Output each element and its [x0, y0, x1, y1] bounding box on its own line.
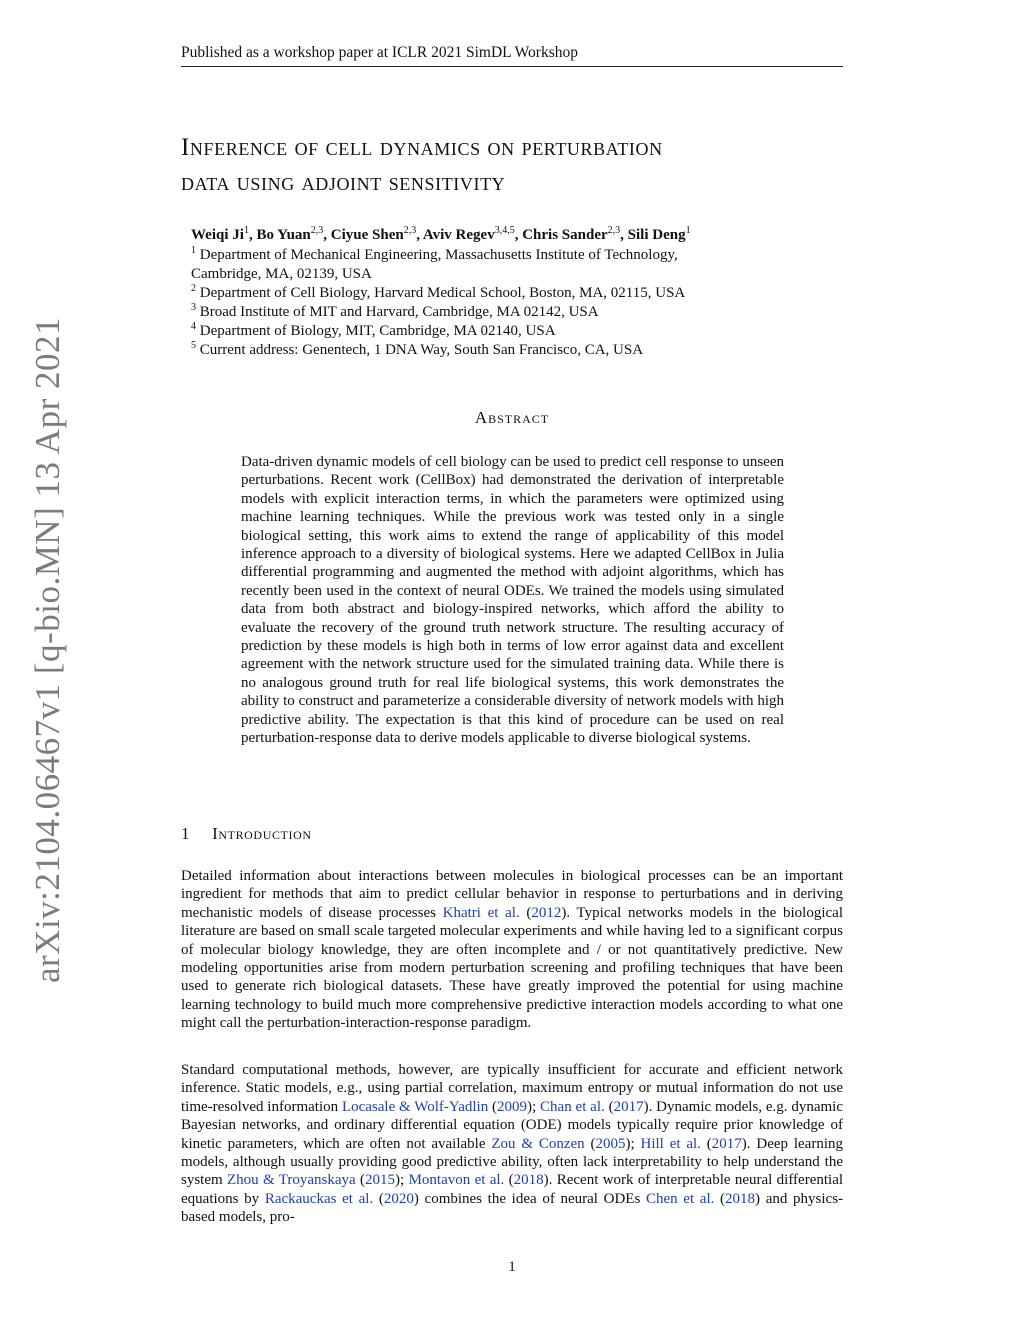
author-sup: 2,3	[607, 225, 621, 236]
section-number: 1	[181, 824, 191, 843]
citation-year-link[interactable]: 2009	[497, 1098, 528, 1115]
citation-year-link[interactable]: 2015	[365, 1172, 396, 1189]
text-run: (	[355, 1172, 366, 1189]
text-run: (	[714, 1190, 726, 1207]
citation-link[interactable]: Khatri et al.	[442, 904, 520, 921]
affiliation-text: Department of Cell Biology, Harvard Medical School, Boston, MA, 02115, USA	[199, 285, 686, 301]
title-line-1: Inference of cell dynamics on perturbation	[181, 134, 663, 161]
intro-paragraph-1	[181, 867, 843, 1033]
text-run: (	[519, 904, 532, 921]
text-run: );	[625, 1135, 641, 1152]
author: Ciyue Shen	[330, 227, 404, 243]
abstract-heading: Abstract	[474, 408, 550, 427]
text-run: );	[395, 1172, 409, 1189]
affiliation-sup: 3	[191, 302, 196, 313]
citation-link[interactable]: Montavon et al.	[408, 1172, 505, 1189]
affiliation-text-cont: Cambridge, MA, 02139, USA	[191, 266, 372, 282]
author: Chris Sander	[522, 227, 608, 243]
citation-year-link[interactable]: 2017	[613, 1098, 644, 1115]
citation-link[interactable]: Chen et al.	[645, 1190, 715, 1207]
citation-year-link[interactable]: 2018	[513, 1172, 544, 1189]
citation-link[interactable]: Zhou & Troyanskaya	[227, 1172, 356, 1189]
author: Sili Deng	[627, 227, 686, 243]
affiliation-5	[191, 341, 831, 360]
text-run: Detailed information about interactions between molecules in biological processes can be an important ingredient for methods that aim to predict cellular behavior in response to perturbations and in deriving mechanistic models of disease processes	[181, 868, 843, 921]
text-run: (	[488, 1098, 498, 1115]
author-sup: 3,4,5	[494, 225, 515, 236]
affiliation-sup: 5	[191, 340, 196, 351]
citation-link[interactable]: Zou & Conzen	[491, 1135, 585, 1152]
intro-paragraph-2	[181, 1061, 843, 1227]
paper-title	[181, 130, 843, 200]
affiliation-3	[191, 303, 831, 322]
citation-year-link[interactable]: 2020	[383, 1190, 414, 1207]
affiliation-sup: 2	[191, 283, 196, 294]
text-run: ). Typical networks models in the biological literature are based on small scale targeted molecular experiments and while having led to a significant corpus of molecular biology knowledge, they are often incomplete and / or not quantitatively predictive. New modeling opportunities arise from modern perturbation screening and profiling techniques that have been used to generate rich biological datasets. These have greatly improved the potential for using machine learning technology to build much more comprehensive predictive interaction models according to what one might call the perturbation-interaction-response paradigm.	[181, 904, 843, 1032]
citation-link[interactable]: Chan et al.	[540, 1098, 605, 1115]
author: Bo Yuan	[256, 227, 311, 243]
author-sup: 2,3	[310, 225, 324, 236]
affiliation-sup: 4	[191, 321, 196, 332]
text-run: ) and physics-based models, pro-	[181, 1190, 844, 1226]
author: Weiqi Ji	[191, 227, 244, 243]
section-heading	[181, 824, 312, 844]
affiliation-2	[191, 284, 831, 303]
text-run: (	[504, 1172, 514, 1189]
affiliation-1	[191, 246, 831, 284]
author-sup: 1	[685, 225, 691, 236]
affiliation-4	[191, 322, 831, 341]
citation-year-link[interactable]: 2017	[711, 1135, 742, 1152]
section-title: Introduction	[212, 824, 312, 843]
citation-link[interactable]: Hill et al.	[640, 1135, 701, 1152]
text-run: Standard computational methods, however, are typically insufficient for accurate and efficient network inference. Static models, e.g., using partial correlation, maximum entropy or mutual information do not use time-resolved information	[181, 1062, 843, 1115]
arxiv-identifier-text: arXiv:2104.06467v1 [q-bio.MN] 13 Apr 2021	[28, 316, 67, 984]
author-list: Weiqi Ji$^1$, Bo Yuan$^{2,3}$, Ciyue Shen$^{2,3}$, Aviv Regev$^{3,4,5}$, Chris Sander$^{2,3}$, Sili Deng$^1$	[191, 225, 691, 243]
citation-link[interactable]: Rackauckas et al.	[264, 1190, 374, 1207]
affiliation-text: Department of Mechanical Engineering, Massachusetts Institute of Technology,	[199, 247, 678, 263]
author: Aviv Regev	[422, 227, 495, 243]
text-run: );	[527, 1098, 541, 1115]
affiliation-text: Current address: Genentech, 1 DNA Way, South San Francisco, CA, USA	[199, 342, 644, 358]
abstract-body: Data-driven dynamic models of cell biology can be used to predict cell response to unseen perturbations. Recent work (CellBox) had demonstrated the derivation of interpretable models with explicit interaction terms, in which the parameters were optimized using machine learning techniques. While the previous work was tested only in a single biological setting, this work aims to extend the range of applicability of this model inference approach to a diversity of biological systems. Here we adapted CellBox in Julia differential programming and augmented the method with adjoint algorithms, which has recently been used in the context of neural ODEs. We trained the models using simulated data from both abstract and biology-inspired networks, which afford the ability to evaluate the recovery of the ground truth network structure. The resulting accuracy of prediction by these models is high both in terms of low error against data and excellent agreement with the network structure used for the simulated training data. While there is no analogous ground truth for real life biological systems, this work demonstrates the ability to construct and parameterize a considerable diversity of network models with high predictive ability. The expectation is that this kind of procedure can be used on real perturbation-response data to derive models applicable to diverse biological systems.	[241, 454, 784, 747]
running-header: Published as a workshop paper at ICLR 2021 SimDL Workshop	[181, 44, 843, 67]
text-run: ). Dynamic models, e.g. dynamic Bayesian networks, and ordinary differential equation (ODE) models typically require prior knowledge of kinetic parameters, which are often not available	[181, 1098, 843, 1152]
title-line-2: data using adjoint sensitivity	[181, 169, 506, 196]
author-sup: 1	[243, 225, 249, 236]
text-run: (	[604, 1098, 614, 1115]
text-run: (	[584, 1135, 596, 1152]
citation-year-link[interactable]: 2012	[531, 904, 562, 921]
citation-year-link[interactable]: 2005	[595, 1135, 626, 1152]
text-run: ). Deep learning models, although usually providing good predictive ability, often lack interpretability to help understand the system	[181, 1135, 843, 1189]
author-sup: 2,3	[403, 225, 417, 236]
page-number: 1	[508, 1259, 516, 1275]
text-run: (	[373, 1190, 384, 1207]
text-run: (	[700, 1135, 712, 1152]
affiliation-text: Broad Institute of MIT and Harvard, Cambridge, MA 02142, USA	[199, 304, 599, 320]
citation-year-link[interactable]: 2018	[725, 1190, 756, 1207]
text-run: ) combines the idea of neural ODEs	[413, 1190, 646, 1207]
citation-link[interactable]: Locasale & Wolf-Yadlin	[341, 1098, 489, 1115]
affiliation-text: Department of Biology, MIT, Cambridge, MA 02140, USA	[199, 323, 556, 339]
affiliation-sup: 1	[191, 245, 196, 256]
text-run: ). Recent work of interpretable neural differential equations by	[181, 1172, 844, 1207]
